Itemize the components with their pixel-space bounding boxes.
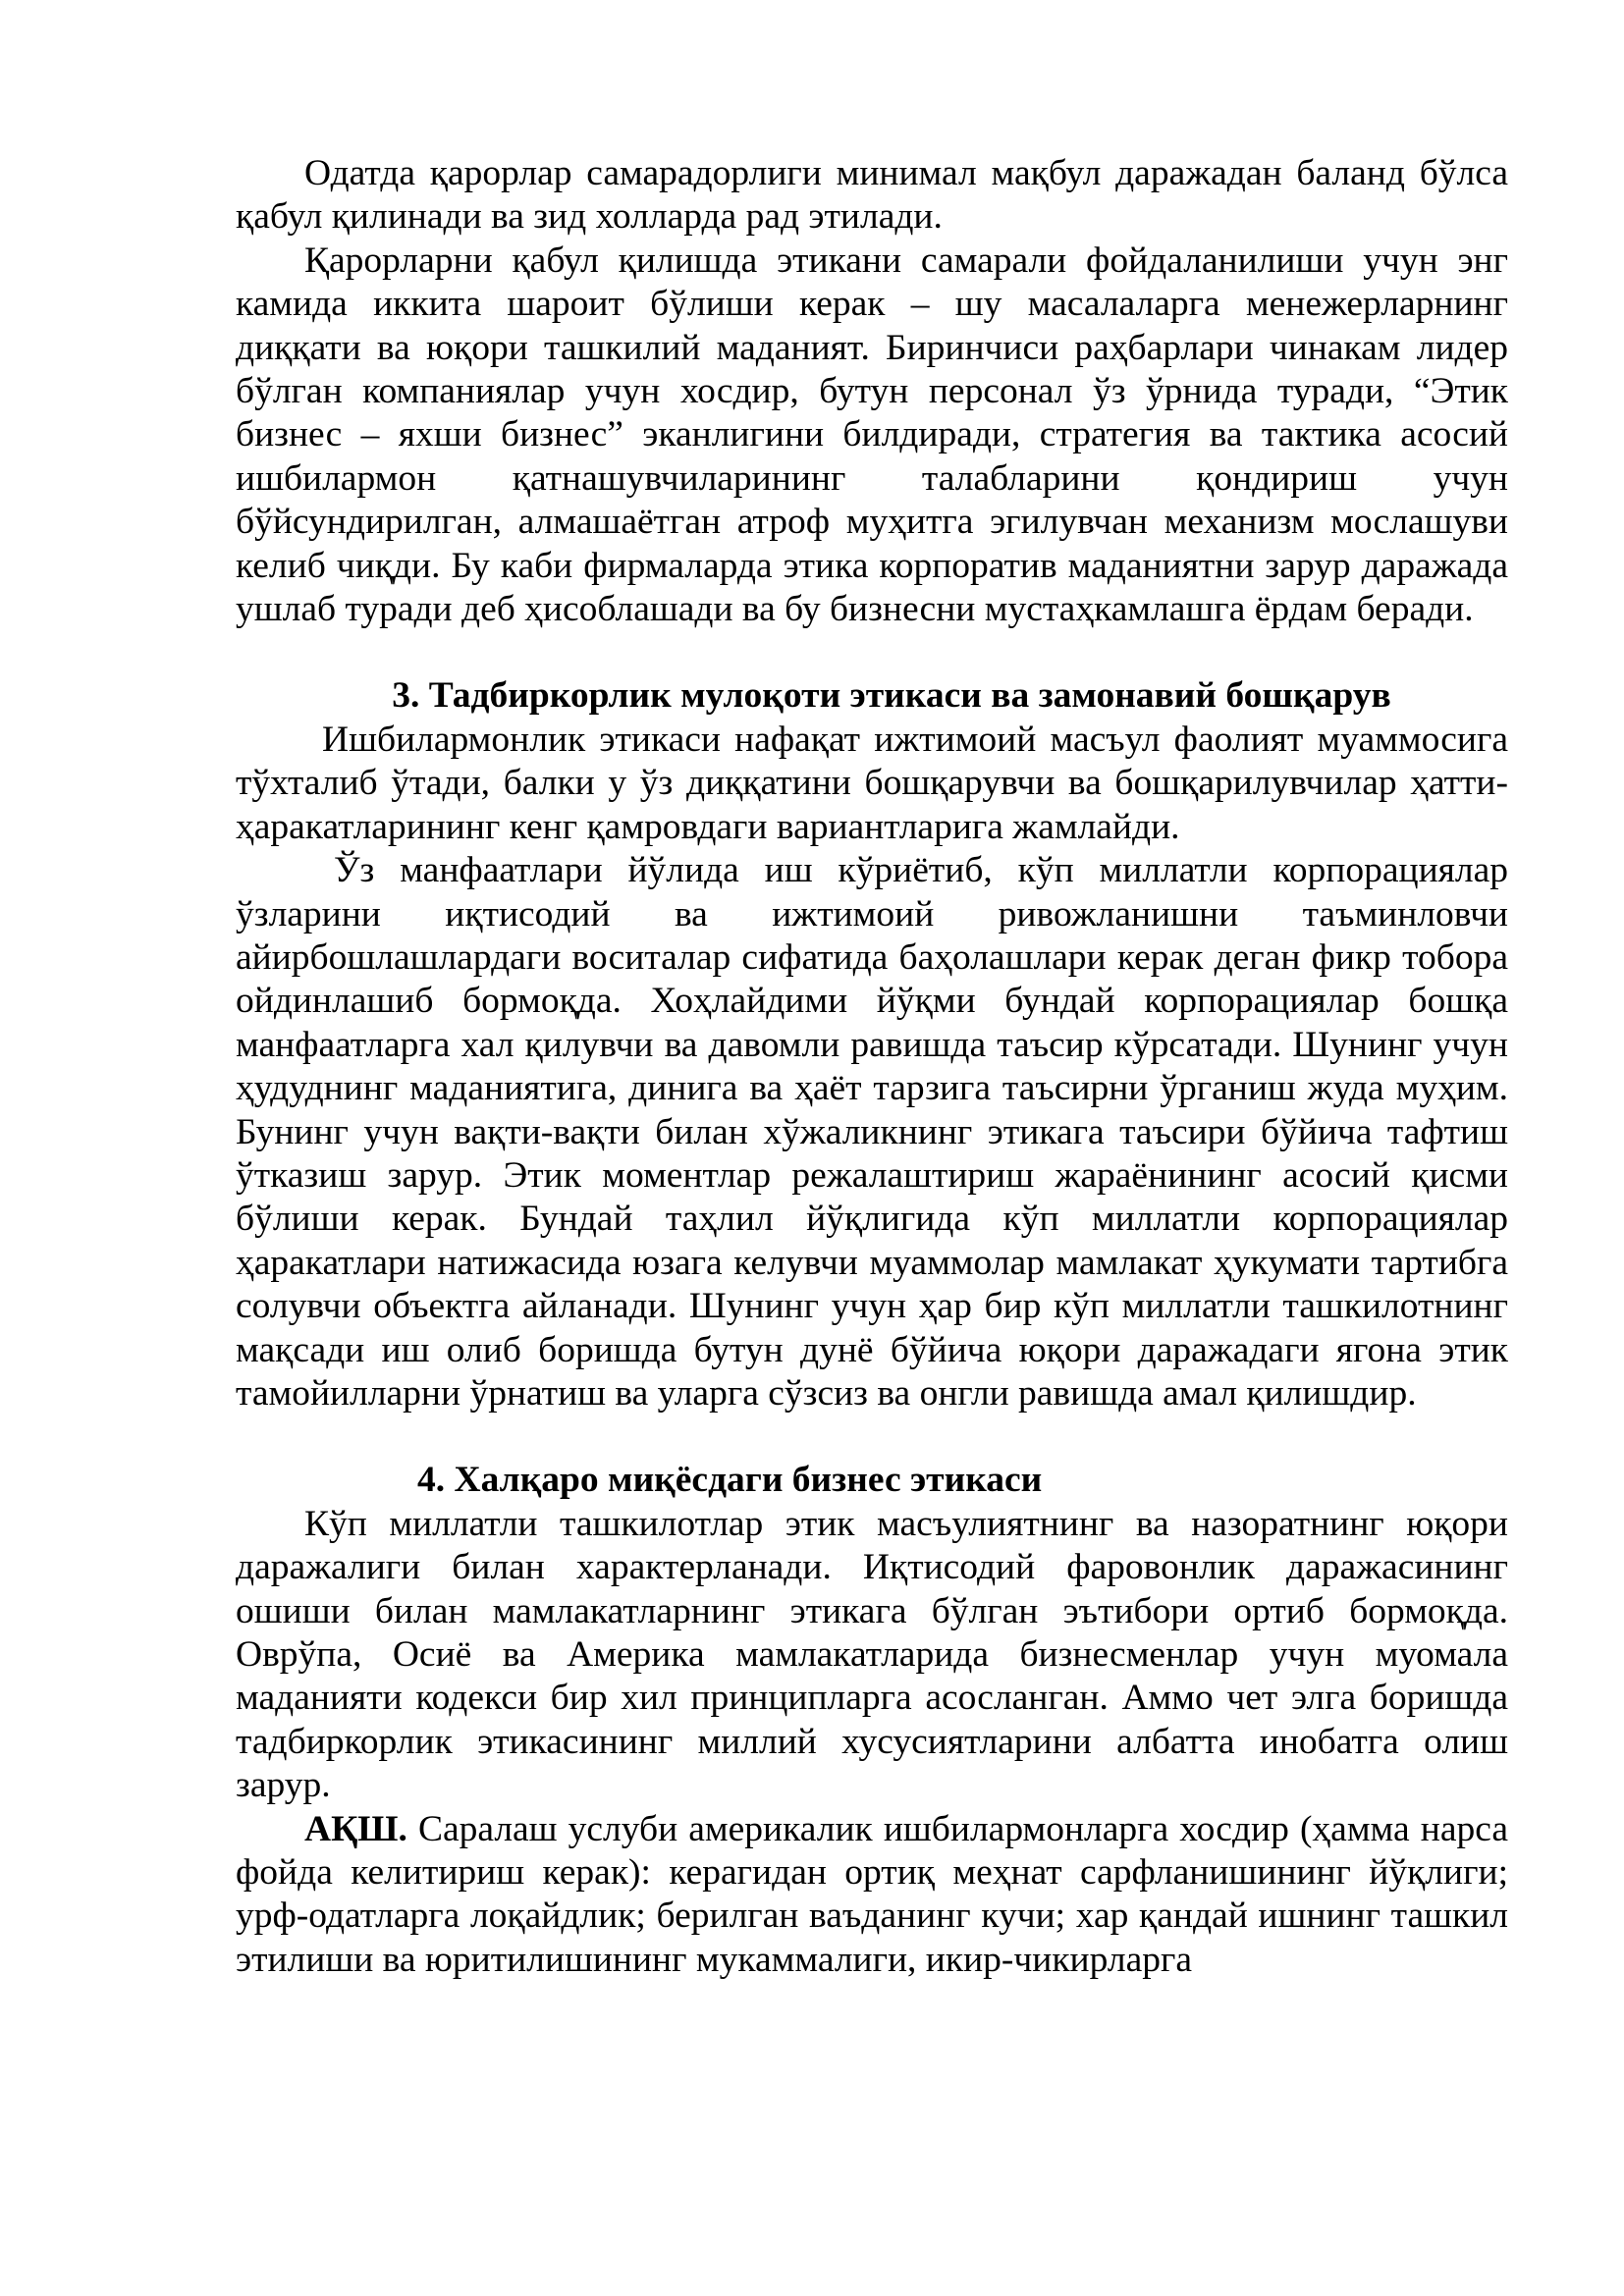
paragraph-ethics-conditions: Қарорларни қабул қилишда этикани самарали фойдаланилиши учун энг камида иккита шароит бўлиши керак – шу масалаларга менежерларнинг диққати ва юқори ташкилий маданият. Биринчиси раҳбарлари чинакам лидер бўлган компаниялар учун хосдир, бутун персонал ўз ўрнида туради, “Этик бизнес – яхши бизнес” эканлигини билдиради, стратегия ва тактика асосий ишбилармон қатнашувчиларининг талабларини қондириш учун бўйсундирилган, алмашаётган атроф муҳитга эгилувчан механизм мослашуви келиб чиқди. Бу каби фирмаларда этика корпоратив маданиятни зарур даражада ушлаб туради деб ҳисоблашади ва бу бизнесни мустаҳкамлашга ёрдам беради.: [236, 240, 1508, 630]
usa-text: Саралаш услуби америкалик ишбилармонларга хосдир (ҳамма нарса фойда келитириш керак): керагидан ортиқ меҳнат сарфланишининг йўқлиги; урф-одатларга лоқайдлик; берилган ваъданинг кучи; хар қандай ишнинг ташкил этилиши ва юритилишининг мукаммалиги, икир-чикирларга: [236, 1808, 1508, 1980]
paragraph-usa: [236, 1808, 1508, 1983]
section-3-heading: 3. Тадбиркорлик мулоқоти этикаси ва замонавий бошқарув: [392, 675, 1391, 717]
usa-lead-label: АҚШ.: [304, 1808, 407, 1849]
spacer: [236, 631, 1508, 674]
paragraph-decisions-effectiveness: Одатда қарорлар самарадорлиги минимал мақбул даражадан баланд бўлса қабул қилинади ва зид холларда рад этилади.: [236, 153, 1508, 238]
section-4-heading: 4. Халқаро миқёсдаги бизнес этикаси: [417, 1460, 1043, 1501]
document-page: [236, 152, 1508, 1982]
paragraph-business-ethics: Ишбилармонлик этикаси нафақат ижтимоий масъул фаолият муаммосига тўхталиб ўтади, балки у ўз диққатини бошқарувчи ва бошқарилувчилар ҳатти-ҳаракатларининг кенг қамровдаги вариантларига жамлайди.: [236, 719, 1508, 847]
spacer: [236, 1415, 1508, 1459]
paragraph-international-ethics: Кўп миллатли ташкилотлар этик масъулиятнинг ва назоратнинг юқори даражалиги билан характерланади. Иқтисодий фаровонлик даражасининг ошиши билан мамлакатларнинг этикага бўлган эътибори ортиб бормоқда. Оврўпа, Осиё ва Америка мамлакатларида бизнесменлар учун муомала маданияти кодекси бир хил принципларга асосланган. Аммо чет элга боришда тадбиркорлик этикасининг миллий хусусиятларини албатта инобатга олиш зарур.: [236, 1503, 1508, 1806]
paragraph-multinational-corporations: Ўз манфаатлари йўлида иш кўриётиб, кўп миллатли корпорациялар ўзларини иқтисодий ва ижтимоий ривожланишни таъминловчи айирбошлашлардаги воситалар сифатида баҳолашлари керак деган фикр тобора ойдинлашиб бормоқда. Хоҳлайдими йўқми бундай корпорациялар бошқа манфаатларга хал қилувчи ва давомли равишда таъсир кўрсатади. Шунинг учун ҳудуднинг маданиятига, динига ва ҳаёт тарзига таъсирни ўрганиш жуда муҳим. Бунинг учун вақти-вақти билан хўжаликнинг этикага таъсири бўйича тафтиш ўтказиш зарур. Этик моментлар режалаштириш жараёнининг асосий қисми бўлиши керак. Бундай таҳлил йўқлигида кўп миллатли корпорациялар ҳаракатлари натижасида юзага келувчи муаммолар мамлакат ҳукумати тартибга солувчи объектга айланади. Шунинг учун ҳар бир кўп миллатли ташкилотнинг мақсади иш олиб боришда бутун дунё бўйича юқори даражадаги ягона этик тамойилларни ўрнатиш ва уларга сўзсиз ва онгли равишда амал қилишдир.: [236, 850, 1508, 1414]
